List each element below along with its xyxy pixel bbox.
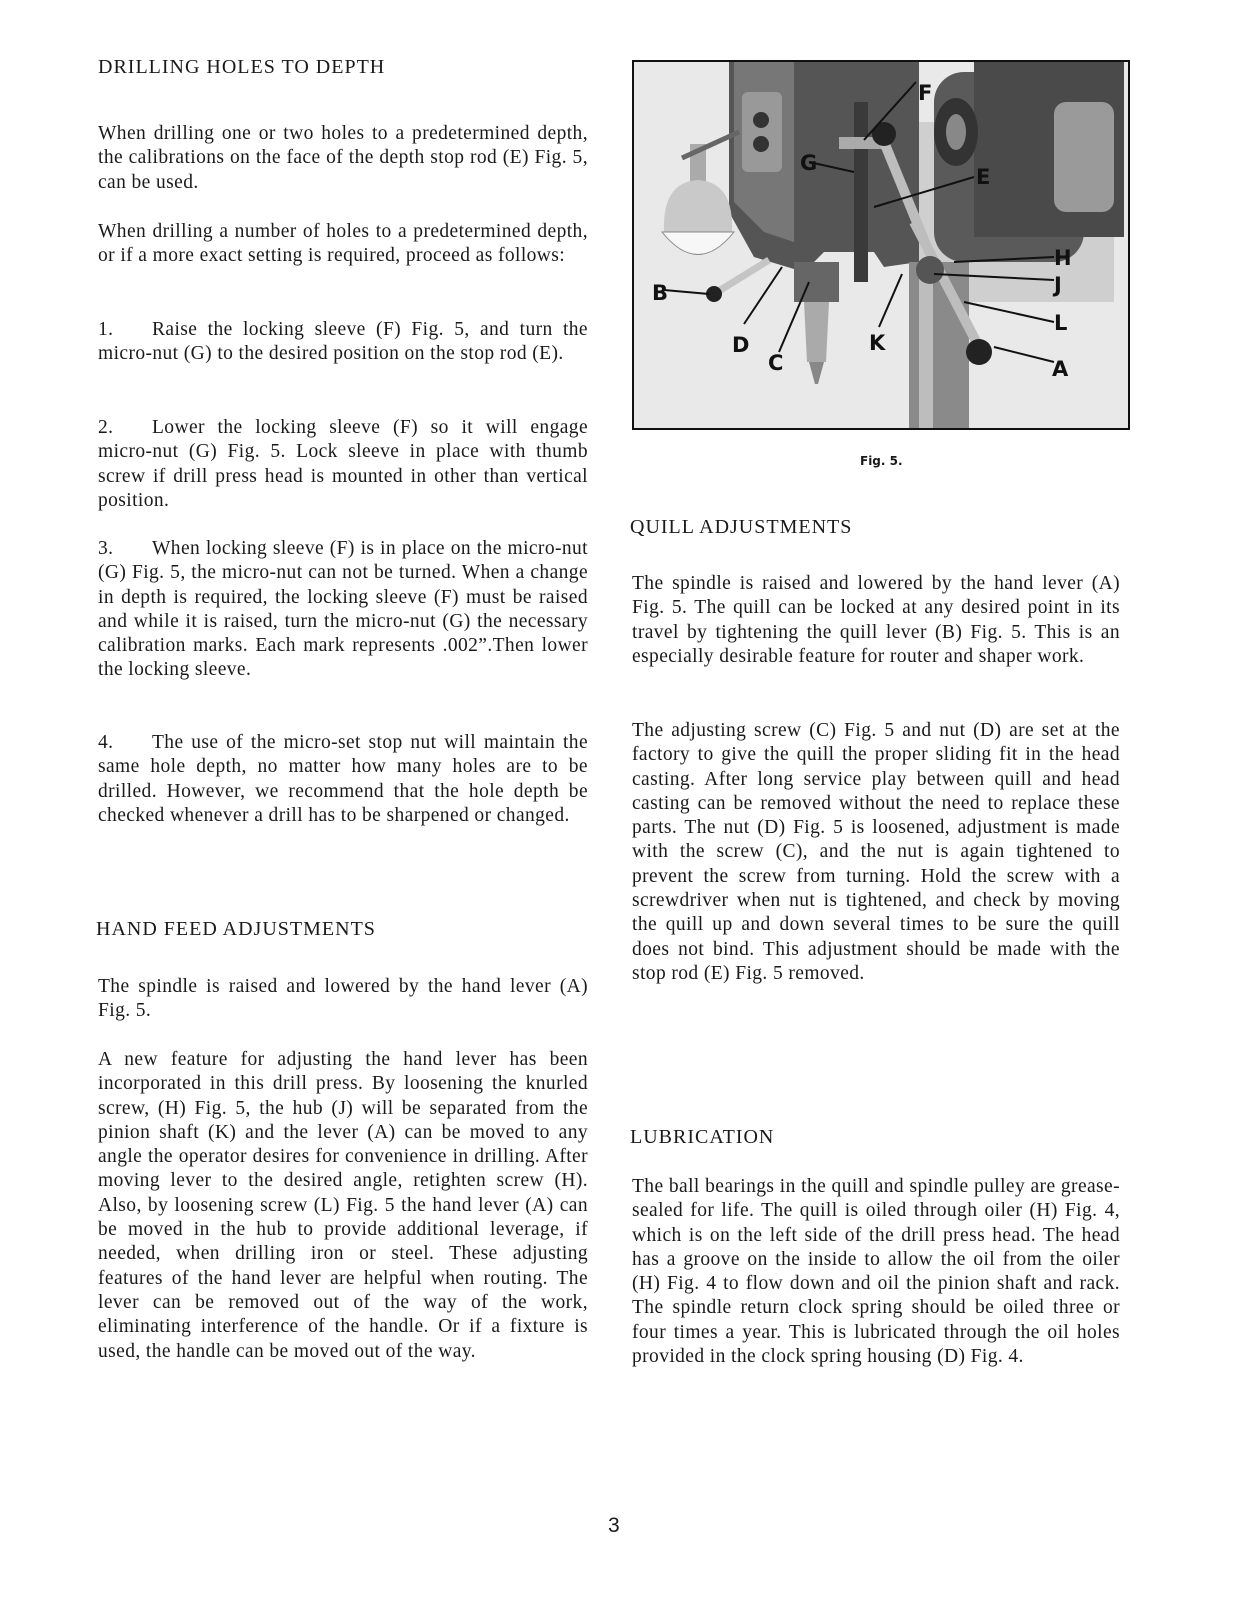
step-text: Lower the locking sleeve (F) so it will engage micro-nut (G) Fig. 5. Lock sleeve in place with thumb screw if drill press head is mounted in other than vertical position. bbox=[98, 417, 588, 511]
figure-drill-press-photo bbox=[632, 60, 1130, 430]
callout-label: F bbox=[918, 81, 933, 105]
figure-caption: Fig. 5. bbox=[860, 454, 903, 468]
paragraph: The ball bearings in the quill and spindle pulley are grease-sealed for life. The quill is oiled through oiler (H) Fig. 4, which is on the left side of the drill press head. The head has a groove on the inside to allow the oil from the oiler (H) Fig. 4 to flow down and oil the pinion shaft and rack. The spindle return clock spring should be oiled three or four times a year. This is lubricated through the oil holes provided in the clock spring housing (D) Fig. 4. bbox=[632, 1176, 1120, 1368]
paragraph: The spindle is raised and lowered by the hand lever (A) Fig. 5. bbox=[98, 976, 588, 1022]
paragraph: When drilling a number of holes to a predetermined depth, or if a more exact setting is required, proceed as follows: bbox=[98, 221, 588, 267]
paragraph: When drilling one or two holes to a predetermined depth, the calibrations on the face of the depth stop rod (E) Fig. 5, can be used. bbox=[98, 123, 588, 193]
callout-label: E bbox=[976, 165, 991, 189]
section-heading-drilling: DRILLING HOLES TO DEPTH bbox=[98, 56, 386, 78]
callout-label: H bbox=[1054, 246, 1072, 270]
callout-label: G bbox=[800, 151, 818, 175]
step-number: 4. bbox=[98, 732, 114, 753]
paragraph: The adjusting screw (C) Fig. 5 and nut (D) are set at the factory to give the quill the proper sliding fit in the head casting. After long service play between quill and head casting can be removed without the need to replace these parts. The nut (D) Fig. 5 is loosened, adjustment is made with the screw (C), and the nut is again tightened to prevent the screw from turning. Hold the screw with a screwdriver when nut is tightened, and check by moving the quill up and down several times to be sure the quill does not bind. This adjustment should be made with the stop rod (E) Fig. 5 removed. bbox=[632, 720, 1120, 984]
section-heading-quill: QUILL ADJUSTMENTS bbox=[630, 516, 853, 538]
step-item bbox=[98, 318, 588, 367]
step-number: 1. bbox=[98, 319, 114, 340]
callout-label: A bbox=[1052, 357, 1069, 381]
step-text: When locking sleeve (F) is in place on the micro-nut (G) Fig. 5, the micro-nut can not be turned. When a change in depth is required, the locking sleeve (F) must be raised and while it is raised, turn the micro-nut (G) the necessary calibration marks. Each mark represents .002”.Then lower the locking sleeve. bbox=[98, 538, 588, 681]
callout-label: C bbox=[768, 351, 784, 375]
step-text: Raise the locking sleeve (F) Fig. 5, and turn the micro-nut (G) to the desired position on the stop rod (E). bbox=[98, 319, 588, 365]
step-item bbox=[98, 537, 588, 683]
step-item bbox=[98, 731, 588, 828]
callout-label: J bbox=[1054, 273, 1062, 297]
callout-label: D bbox=[732, 333, 750, 357]
section-heading-lubrication: LUBRICATION bbox=[630, 1126, 775, 1148]
step-item bbox=[98, 416, 588, 513]
callout-label: L bbox=[1054, 311, 1068, 335]
callout-label: B bbox=[652, 281, 669, 305]
section-heading-hand-feed: HAND FEED ADJUSTMENTS bbox=[96, 918, 376, 940]
drill-press-illustration bbox=[634, 62, 1128, 428]
page-number: 3 bbox=[608, 1514, 620, 1537]
step-number: 2. bbox=[98, 417, 114, 438]
step-text: The use of the micro-set stop nut will maintain the same hole depth, no matter how many holes are to be drilled. However, we recommend that the hole depth be checked whenever a drill has to be sharpened or changed. bbox=[98, 732, 588, 826]
step-number: 3. bbox=[98, 538, 114, 559]
paragraph: The spindle is raised and lowered by the hand lever (A) Fig. 5. The quill can be locked at any desired point in its travel by tightening the quill lever (B) Fig. 5. This is an especially desirable feature for router and shaper work. bbox=[632, 573, 1120, 667]
paragraph: A new feature for adjusting the hand lever has been incorporated in this drill press. By loosening the knurled screw, (H) Fig. 5, the hub (J) will be separated from the pinion shaft (K) and the lever (A) can be moved to any angle the operator desires for convenience in drilling. After moving lever to the desired angle, retighten screw (H). Also, by loosening screw (L) Fig. 5 the hand lever (A) can be moved in the hub to provide additional leverage, if needed, when drilling iron or steel. These adjusting features of the hand lever are helpful when routing. The lever can be removed out of the way of the work, eliminating interference of the handle. Or if a fixture is used, the handle can be moved out of the way. bbox=[98, 1049, 588, 1362]
callout-label: K bbox=[869, 331, 886, 355]
